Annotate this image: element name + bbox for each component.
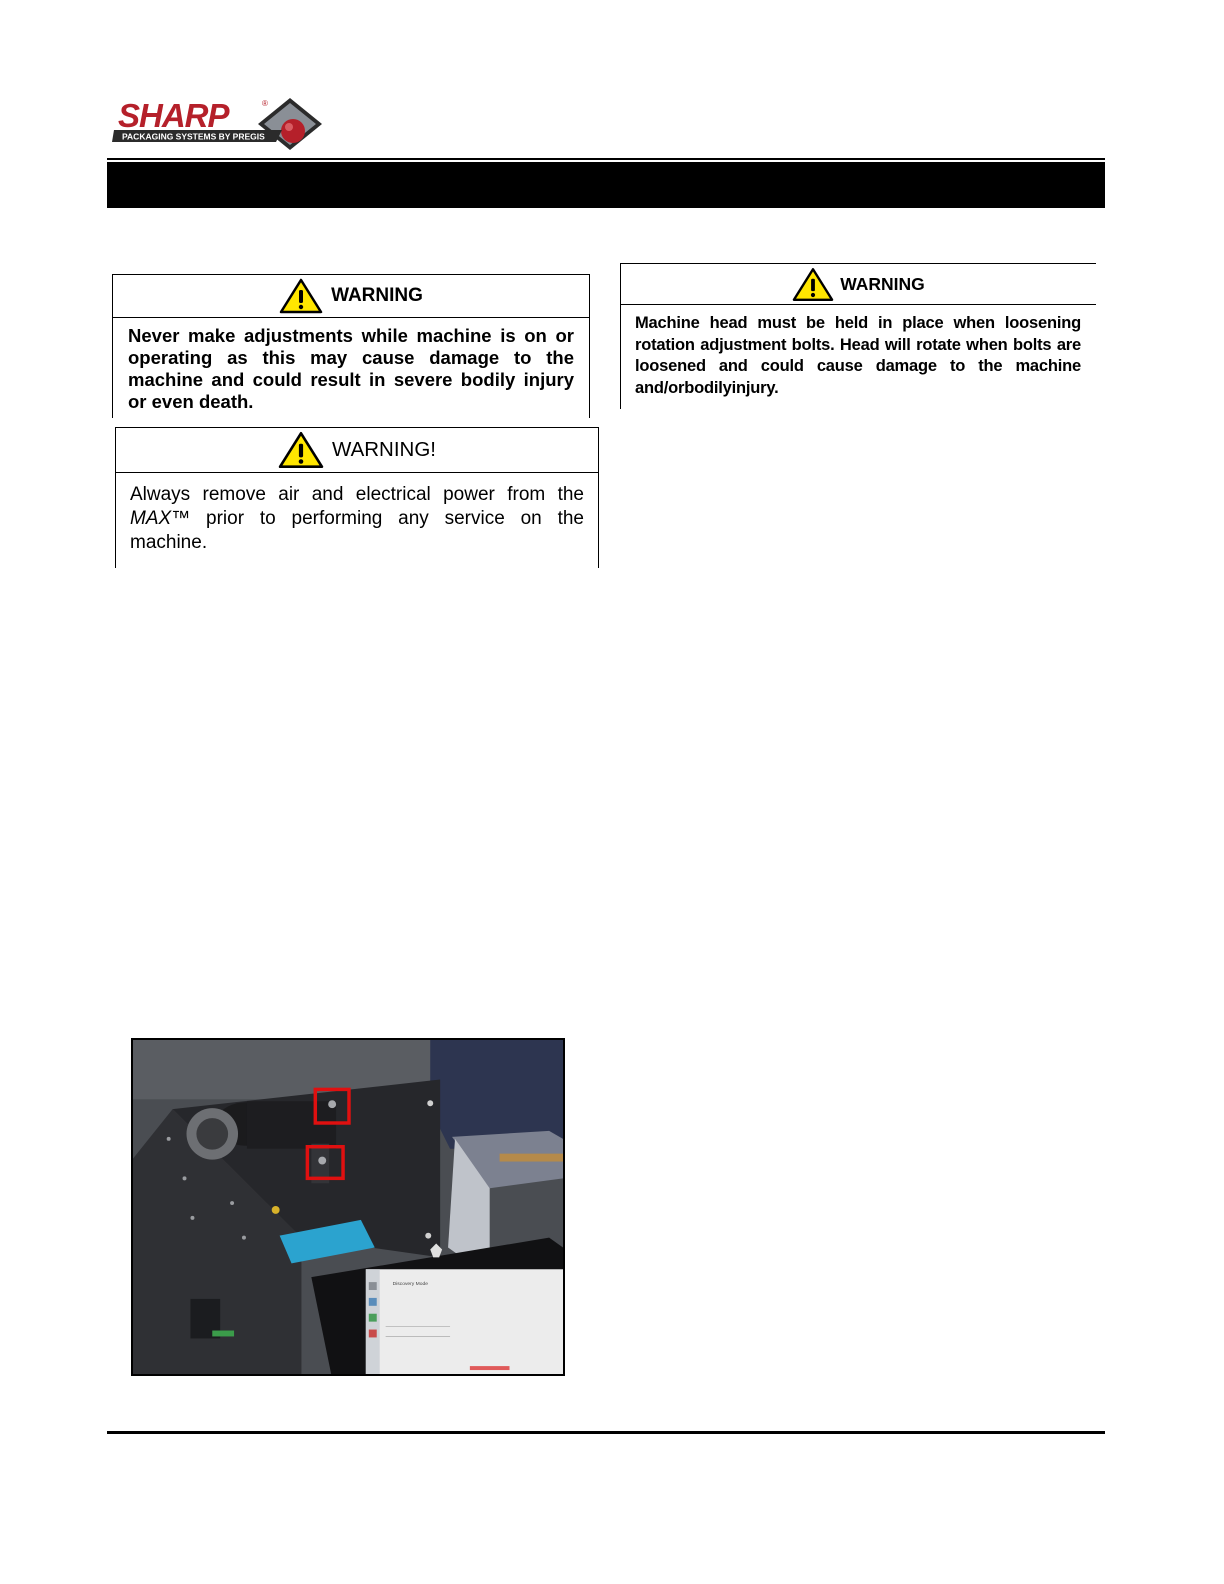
- header-rule: [107, 158, 1105, 160]
- warning-text-start: Always remove air and electrical power from the: [130, 484, 584, 505]
- warning-header: [113, 275, 589, 318]
- warning-title: WARNING: [840, 273, 925, 294]
- warning-box-power: [115, 427, 599, 568]
- warning-title: WARNING!: [331, 438, 436, 461]
- warning-box-adjustments: [112, 274, 590, 418]
- warning-title: WARNING: [331, 285, 423, 306]
- screen-title: Discovery Mode: [392, 1282, 429, 1288]
- warning-triangle-icon: [278, 431, 324, 469]
- warning-box-head-rotation: [620, 263, 1096, 409]
- logo-brand: SHARP: [118, 97, 229, 134]
- warning-text: [116, 473, 598, 555]
- warning-text-end: prior to performing any service on the machine.: [130, 508, 584, 553]
- logo-tagline: PACKAGING SYSTEMS BY PREGIS: [122, 131, 265, 142]
- warning-text: Machine head must be held in place when loosening rotation adjustment bolts. Head will rotate when bolts are loosened and could cause damage to the machine and/orbodilyinjury.: [635, 314, 1081, 397]
- logo-registered: ®: [262, 99, 268, 108]
- warning-header: [116, 428, 598, 473]
- header-bar: [107, 162, 1105, 208]
- sharp-logo: [112, 94, 327, 154]
- footer-rule: [107, 1431, 1105, 1434]
- warning-header: [621, 264, 1096, 305]
- machine-photo: [131, 1038, 565, 1376]
- warning-text: Never make adjustments while machine is on or operating as this may cause damage to the machine and could result in severe bodily injury or even death.: [128, 325, 574, 412]
- warning-triangle-icon: [279, 278, 323, 314]
- warning-triangle-icon: [792, 267, 834, 302]
- product-name: MAX™: [130, 508, 191, 529]
